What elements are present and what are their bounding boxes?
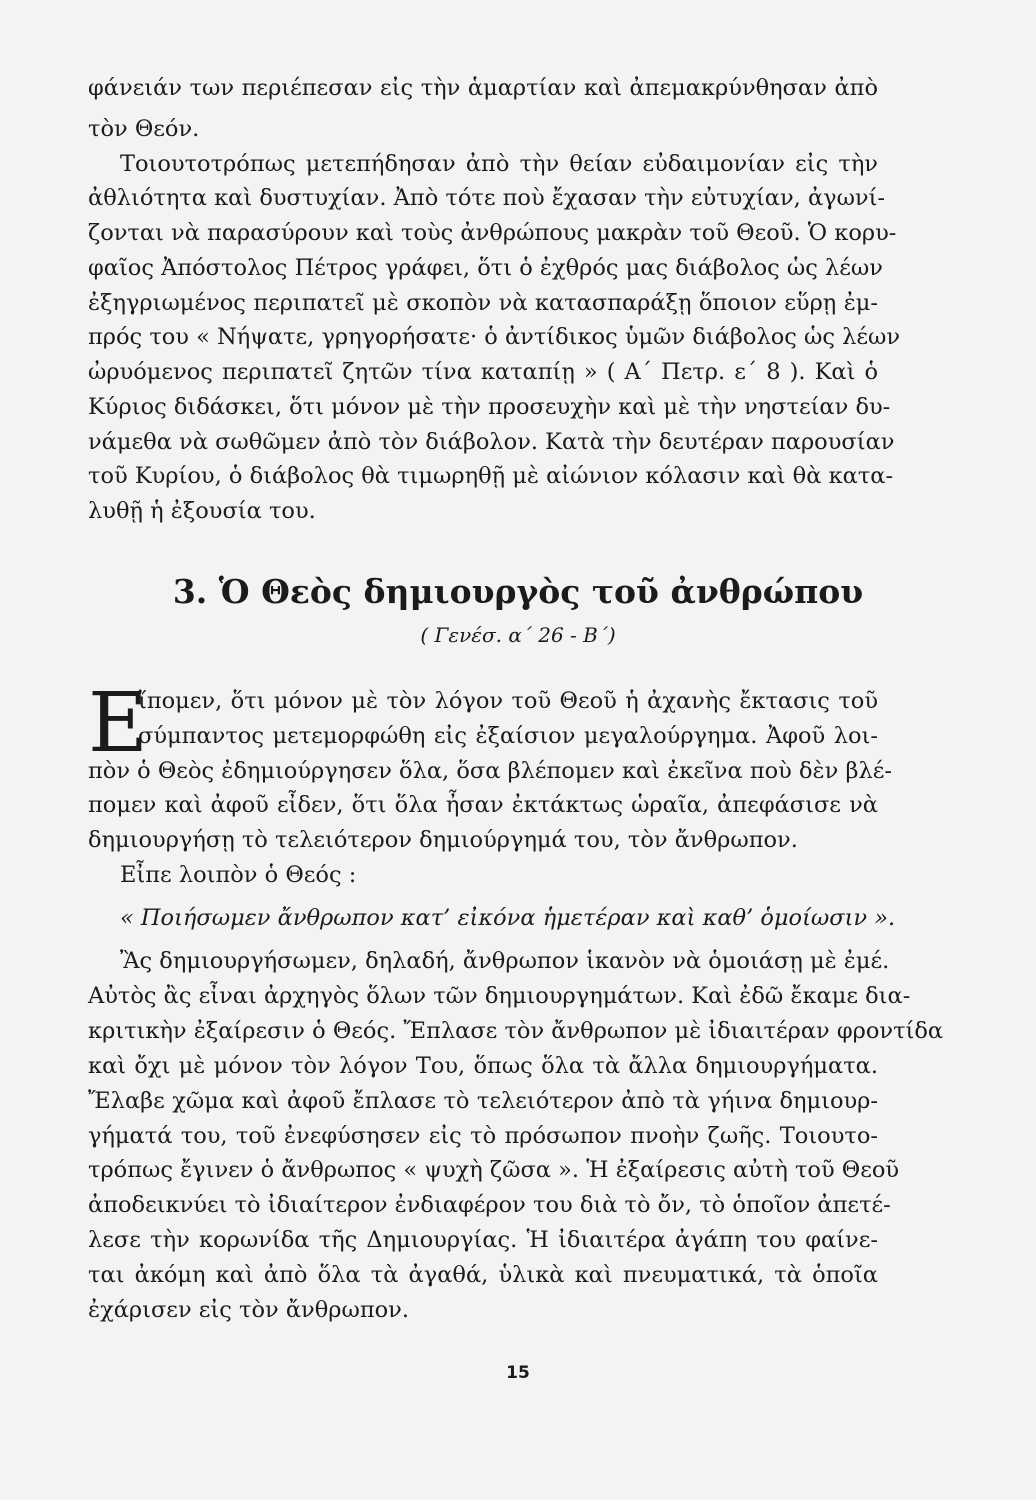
text-line: λυθῇ ἡ ἐξουσία του. xyxy=(88,498,316,524)
text-line: Ἂς δημιουργήσωμεν, δηλαδή, ἄνθρωπον ἱκανὸν νὰ ὁμοιάσῃ μὲ ἐμέ. xyxy=(120,948,890,974)
text-line: ἐχάρισεν εἰς τὸν ἄνθρωπον. xyxy=(88,1297,410,1323)
text-line: πρός του « Νήψατε, γρηγορήσατε· ὁ ἀντίδικος ὑμῶν διάβολος ὡς λέων xyxy=(88,324,901,350)
text-line: πὸν ὁ Θεὸς ἐδημιούργησεν ὅλα, ὅσα βλέπομεν καὶ ἐκεῖνα ποὺ δὲν βλέ- xyxy=(88,758,892,784)
text-line: νάμεθα νὰ σωθῶμεν ἀπὸ τὸν διάβολον. Κατὰ τὴν δευτέραν παρουσίαν xyxy=(88,429,895,455)
text-line: τρόπως ἔγινεν ὁ ἄνθρωπος « ψυχὴ ζῶσα ». Ἡ ἐξαίρεσις αὐτὴ τοῦ Θεοῦ xyxy=(88,1157,900,1183)
page-number: 15 xyxy=(506,1363,530,1383)
text-line: Αὐτὸς ἂς εἶναι ἀρχηγὸς ὅλων τῶν δημιουργημάτων. Καὶ ἐδῶ ἔκαμε δια- xyxy=(88,983,911,1009)
text-line: κριτικὴν ἐξαίρεσιν ὁ Θεός. Ἔπλασε τὸν ἄνθρωπον μὲ ἰδιαιτέραν φροντίδα xyxy=(88,1018,944,1044)
scripture-reference: ( Γενέσ. α΄ 26 - Β΄) xyxy=(420,623,616,647)
text-line: τοῦ Κυρίου, ὁ διάβολος θὰ τιμωρηθῇ μὲ αἰώνιον κόλασιν καὶ θὰ κατα- xyxy=(88,463,894,489)
text-line: Ἔλαβε χῶμα καὶ ἀφοῦ ἔπλασε τὸ τελειότερον ἀπὸ τὰ γήινα δημιουρ- xyxy=(88,1088,878,1114)
section-heading: 3. Ὁ Θεὸς δημιουργὸς τοῦ ἀνθρώπου xyxy=(172,572,864,611)
text-line: πομεν καὶ ἀφοῦ εἶδεν, ὅτι ὅλα ἦσαν ἐκτάκτως ὡραῖα, ἀπεφάσισε νὰ xyxy=(88,792,878,818)
text-line: ἀθλιότητα καὶ δυστυχίαν. Ἀπὸ τότε ποὺ ἔχασαν τὴν εὐτυχίαν, ἀγωνί- xyxy=(88,185,886,211)
drop-cap: Ε xyxy=(88,676,148,771)
text-line: σύμπαντος μετεμορφώθη εἰς ἐξαίσιον μεγαλούργημα. Ἀφοῦ λοι- xyxy=(138,723,878,749)
text-line: φάνειάν των περιέπεσαν εἰς τὴν ἁμαρτίαν καὶ ἀπεμακρύνθησαν ἀπὸ xyxy=(88,75,878,101)
text-line: φαῖος Ἀπόστολος Πέτρος γράφει, ὅτι ὁ ἐχθρός μας διάβολος ὡς λέων xyxy=(88,255,883,281)
text-line: λεσε τὴν κορωνίδα τῆς Δημιουργίας. Ἡ ἰδιαιτέρα ἀγάπη του φαίνε- xyxy=(88,1227,878,1253)
text-line: ὠρυόμενος περιπατεῖ ζητῶν τίνα καταπίῃ » ( Α΄ Πετρ. ε΄ 8 ). Καὶ ὁ xyxy=(88,359,878,385)
text-line: ἐξηγριωμένος περιπατεῖ μὲ σκοπὸν νὰ κατασπαράξῃ ὅποιον εὕρῃ ἐμ- xyxy=(88,290,878,316)
text-line: Τοιουτοτρόπως μετεπήδησαν ἀπὸ τὴν θείαν εὐδαιμονίαν εἰς τὴν xyxy=(120,151,878,177)
text-line: γήματά του, τοῦ ἐνεφύσησεν εἰς τὸ πρόσωπον πνοὴν ζωῆς. Τοιουτο- xyxy=(88,1123,878,1149)
text-line: ἀποδεικνύει τὸ ἰδιαίτερον ἐνδιαφέρον του διὰ τὸ ὄν, τὸ ὁποῖον ἀπετέ- xyxy=(88,1192,891,1218)
text-line: τὸν Θεόν. xyxy=(88,116,200,142)
text-line: καὶ ὄχι μὲ μόνον τὸν λόγον Του, ὅπως ὅλα τὰ ἄλλα δημιουργήματα. xyxy=(88,1053,878,1079)
text-line: ται ἀκόμη καὶ ἀπὸ ὅλα τὰ ἀγαθά, ὑλικὰ καὶ πνευματικά, τὰ ὁποῖα xyxy=(88,1262,878,1288)
text-line: ζονται νὰ παρασύρουν καὶ τοὺς ἀνθρώπους μακρὰν τοῦ Θεοῦ. Ὁ κορυ- xyxy=(88,220,897,246)
scripture-quote: « Ποιήσωμεν ἄνθρωπον κατ’ εἰκόνα ἡμετέραν καὶ καθ’ ὁμοίωσιν ». xyxy=(120,905,896,931)
text-line: ἴπομεν, ὅτι μόνον μὲ τὸν λόγον τοῦ Θεοῦ ἡ ἀχανὴς ἔκτασις τοῦ xyxy=(138,688,878,714)
text-line: δημιουργήσῃ τὸ τελειότερον δημιούργημά του, τὸν ἄνθρωπον. xyxy=(88,827,798,853)
text-line: Εἶπε λοιπὸν ὁ Θεός : xyxy=(120,862,357,888)
text-line: Κύριος διδάσκει, ὅτι μόνον μὲ τὴν προσευχὴν καὶ μὲ τὴν νηστείαν δυ- xyxy=(88,394,891,420)
